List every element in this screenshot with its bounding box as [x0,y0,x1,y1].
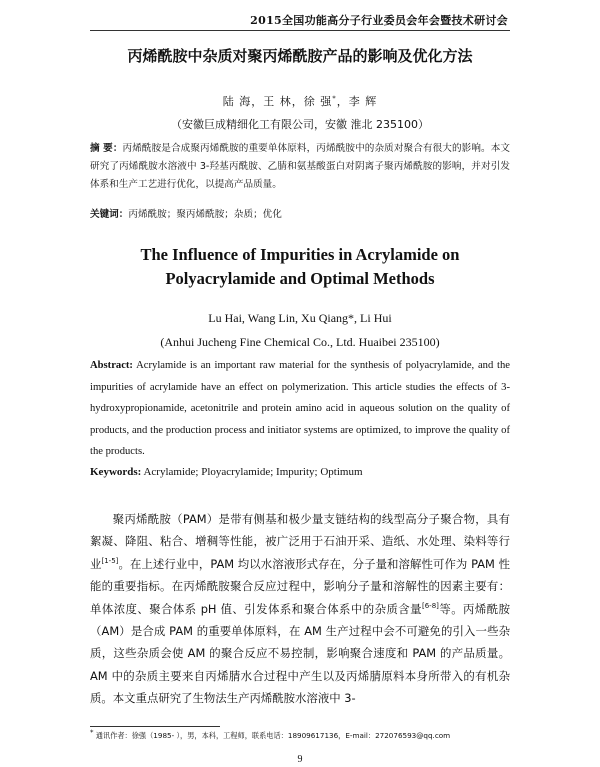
chinese-title: 丙烯酰胺中杂质对聚丙烯酰胺产品的影响及优化方法 [127,47,473,65]
chinese-abstract-text: 丙烯酰胺是合成聚丙烯酰胺的重要单体原料，丙烯酰胺中的杂质对聚合有很大的影响。本文研究了丙烯酰胺水溶液中 3-羟基丙酰胺、乙腈和氨基酸蛋白对阴离子聚丙烯酰胺的影响，并对引发体系和生产工艺进行优化，以提高产品质量。 [90,143,511,190]
citation-1: [1-5] [101,557,119,566]
footnote-rule [90,726,220,727]
chinese-authors [90,93,510,109]
english-keywords-text: Acrylamide; Ployacrylamide; Impurity; Optimum [143,466,363,478]
running-header: 2015全国功能高分子行业委员会年会暨技术研讨会 [250,14,508,27]
body-text-2: 。在上述行业中，PAM 均以水溶液形式存在，分子量和溶解性可作为 PAM 性能的重要指标。在丙烯酰胺聚合反应过程中，影响分子量和溶解性的因素主要有：单体浓度、聚合体系 pH 值、引发体系和聚合体系中的杂质含量 [90,556,510,616]
footnote [90,728,510,741]
chinese-keywords-text: 丙烯酰胺；聚丙烯酰胺；杂质；优化 [128,209,282,220]
english-affiliation: (Anhui Jucheng Fine Chemical Co., Ltd. Huaibei 235100) [160,335,440,349]
chinese-keywords-label: 关键词： [90,209,129,220]
english-keywords [90,466,510,478]
english-abstract-text: Acrylamide is an important raw material for the synthesis of polyacrylamide, and the impurities of acrylamide have an effect on polymerization. This article studies the effects of 3-hydroxypropionamide, acetonitrile and protein amino acid in aqueous solution on the quality of products, and the production process and initiator systems are optimized, to improve the quality of the products. [90,360,510,458]
chinese-keywords [90,206,510,220]
english-abstract-label: Abstract: [90,360,133,371]
body-text-1: 聚丙烯酰胺（PAM）是带有侧基和极少量支链结构的线型高分子聚合物，具有絮凝、降阻、粘合、增稠等性能，被广泛用于石油开采、造纸、水处理、染料等行业 [90,512,510,571]
body-text-3: 等。丙烯酰胺（AM）是合成 PAM 的重要单体原料，在 AM 生产过程中会不可避免的引入一些杂质，这些杂质会使 AM 的聚合反应不易控制，影响聚合速度和 PAM 的产品质量。AM 中的杂质主要来自丙烯腈水合过程中产生以及丙烯腈原料本身所带入的有机杂质。本文重点研究了生物法生产丙烯酰胺水溶液中 3- [90,601,510,706]
body-paragraph [90,508,510,710]
footnote-text: 通讯作者：徐强（1985- ），男，本科，工程师，联系电话：18909617136，E-mail：272076593@qq.com [95,731,451,740]
page-number: 9 [297,754,303,765]
chinese-authors-main: 陆 海，王 林，徐 强 [222,95,333,108]
english-authors: Lu Hai, Wang Lin, Xu Qiang*, Li Hui [208,311,392,325]
chinese-authors-last: ，李 辉 [336,95,378,108]
english-keywords-label: Keywords: [90,466,142,478]
chinese-abstract [90,140,510,194]
english-title: The Influence of Impurities in Acrylamide on Polyacrylamide and Optimal Methods [140,245,460,288]
citation-2: [6-8] [422,601,439,610]
english-abstract [90,355,510,463]
header-rule [90,30,510,31]
chinese-abstract-label: 摘 要： [90,143,123,154]
chinese-affiliation: （安徽巨成精细化工有限公司，安徽 淮北 235100） [171,118,429,131]
corresponding-mark: * [332,94,337,103]
footnote-mark: * [90,728,94,737]
